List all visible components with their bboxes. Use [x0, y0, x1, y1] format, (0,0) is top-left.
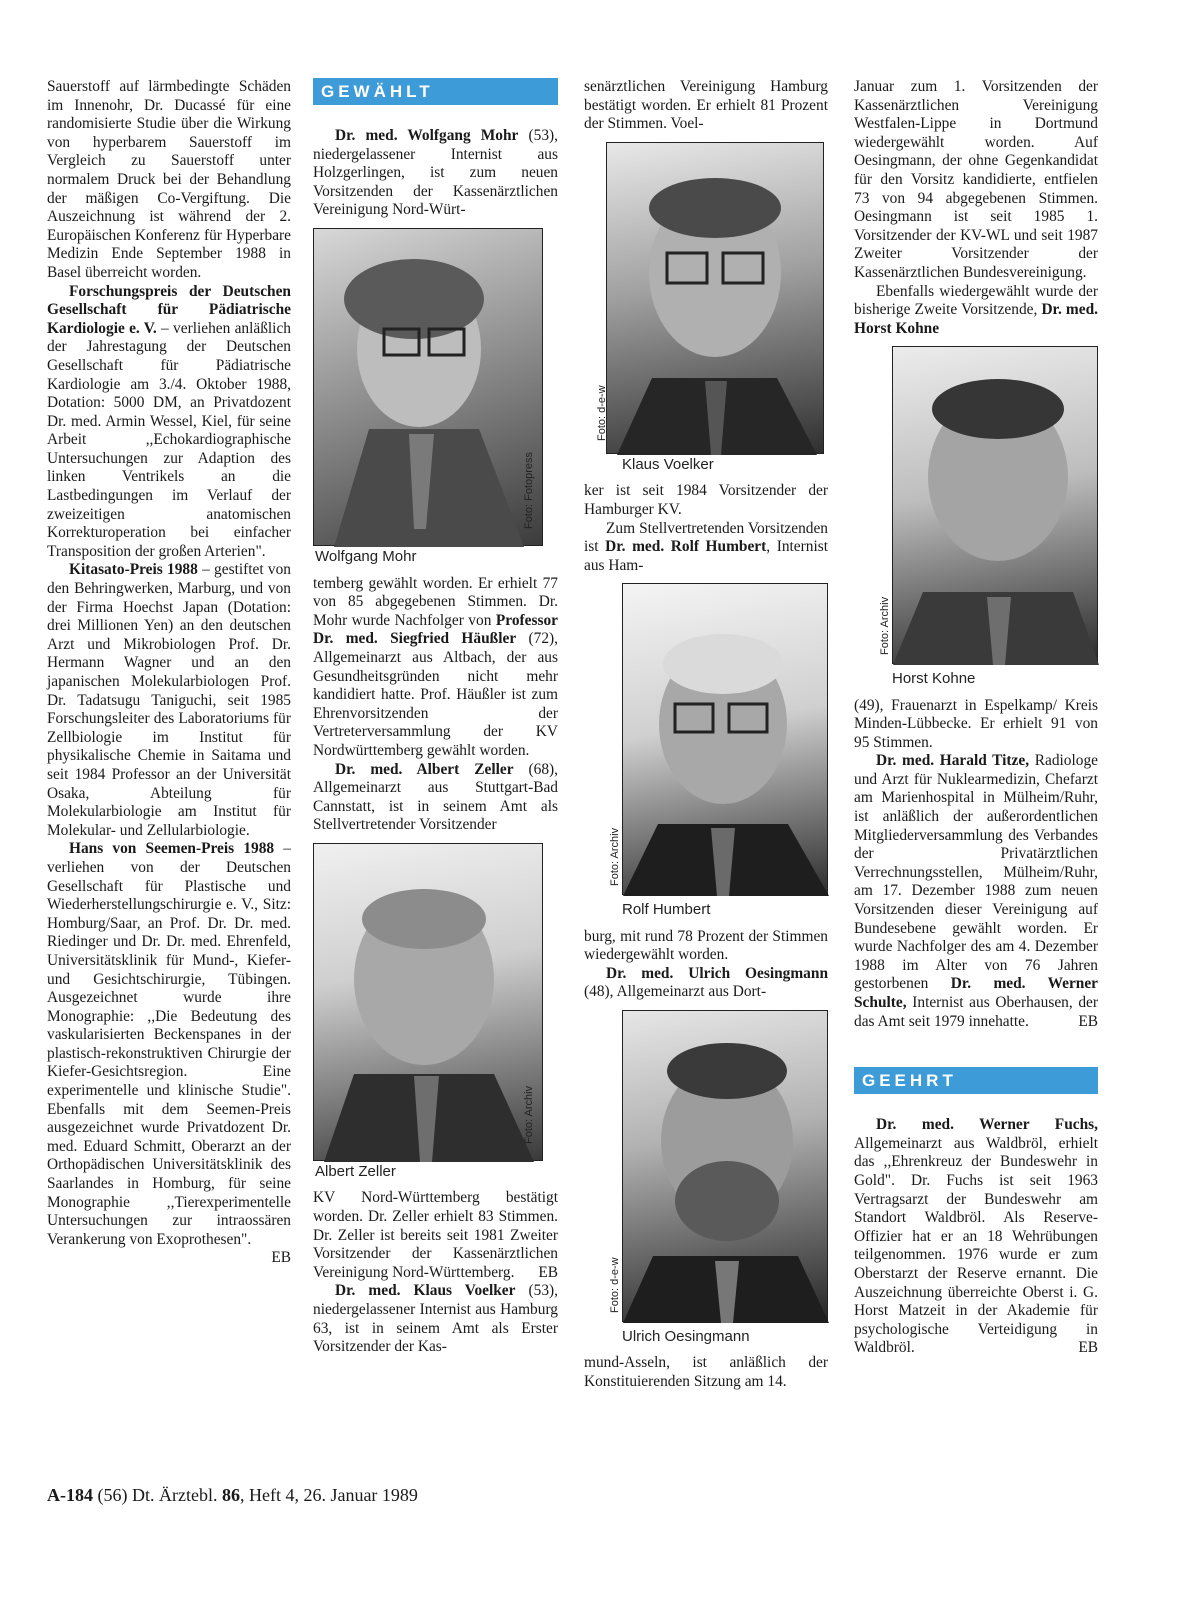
paragraph: senärztlichen Vereinigung Hamburg bestätigt worden. Er erhielt 81 Prozent der Stimmen. Voel- — [584, 78, 828, 133]
paragraph-text: – gestiftet von den Behringwerken, Marburg, und von der Firma Hoechst Japan (Dotation: drei Millionen Yen) an den deutschen Arzt und Mikrobiologen Prof. Dr. Hermann Wagner und an den japanischen Molekularbiologen Prof. Dr. Tadatsugu Taniguchi, seit 1985 Forschungsleiter des Laboratoriums für Zellbiologie im Institut für physikalische Chemie in Saitama und seit 1984 Professor an der Universität Osaka, Abteilung für Molekularbiologie am Institut für Molekular- und Zellularbiologie. — [47, 561, 291, 839]
person-name: Dr. med. Albert Zeller — [335, 760, 514, 778]
column-4 — [854, 78, 1098, 1358]
photo-credit: Foto: Archiv — [523, 1085, 535, 1144]
author-sign: EB — [1078, 1012, 1098, 1030]
portrait-image — [607, 143, 825, 455]
paragraph-text: – verliehen von der Deutschen Gesellschaft für Plastische und Wiederherstellungschirurgie e. V., Sitz: Homburg/Saar, an Prof. Dr. Dr. med. Riedinger und Dr. Dr. med. Ehrenfeld, Universitätsklinik für Mund-, Kiefer- und Gesichtschirurgie, Tübingen. Ausgezeichnet wurde ihre Monographie: ,,Die Bedeutung des vaskularisierten Beckenspanes in der plastisch-rekonstruktiven Chirurgie der Kiefer-Gesichtsregion. Eine experimentelle und klinische Studie". Ebenfalls mit dem Seemen-Preis ausgezeichnet wurde Privatdozent Dr. med. Eduard Schmitt, Oberarzt an der Orthopädischen Universitätsklinik des Saarlandes in Homburg, für seine Monographie ,,Tierexperimentelle Untersuchungen zur intraossären Verankerung von Exoprothesen". — [47, 840, 291, 1248]
photo-caption: Horst Kohne — [892, 669, 976, 687]
photo-credit: Foto: Fotopress — [523, 451, 535, 529]
paragraph — [584, 965, 828, 1002]
paragraph: mund-Asseln, ist anläßlich der Konstituierenden Sitzung am 14. — [584, 1354, 828, 1390]
paragraph — [854, 283, 1098, 339]
paragraph — [47, 561, 291, 840]
section-banner-geehrt: GEEHRT — [854, 1067, 1098, 1094]
paragraph — [313, 575, 558, 761]
portrait-image — [314, 229, 544, 547]
author-sign: EB — [1078, 1339, 1098, 1357]
paragraph-text: – verliehen anläßlich der Jahrestagung der Deutschen Gesellschaft für Pädiatrische Kardiologie am 3./4. Oktober 1988, Dotation: 5000 DM, an Privatdozent Dr. med. Armin Wessel, Kiel, für seine Arbeit ,,Echokardiographische Untersuchungen zur Adaption des linken Ventrikels an die Lastbedingungen im Verlauf der zweizeitigen anatomischen Korrekturoperation bei einfacher Transposition der großen Arterien". — [47, 319, 291, 560]
paragraph-text: , Internist aus Ham- — [584, 538, 828, 574]
paragraph-text: (72), Allgemeinarzt aus Altbach, der aus Gesundheitsgründen nicht mehr kandidiert hatte. Prof. Häußler ist zum Ehrenvorsitzenden der Vertreterversammlung der KV Nordwürttemberg gewählt worden. — [313, 630, 558, 759]
person-name: Dr. med. Werner Schulte, — [854, 975, 1098, 1011]
portrait-photo — [596, 142, 824, 454]
page-number: A-184 — [47, 1485, 93, 1505]
paragraph: Sauerstoff auf lärmbedingte Schäden im Innenohr, Dr. Ducassé für eine randomisierte Studie über die Wirkung von hyperbarem Sauerstoff im Vergleich zu Sauerstoff unter normalem Druck bei der Behandlung der mäßigen Co-Vergiftung. Die Auszeichnung ist während der 2. Europäischen Konferenz für Hyperbare Medizin Ende September 1988 in Basel überreicht worden. — [47, 78, 291, 281]
person-name: Dr. med. Ulrich Oesingmann — [606, 964, 828, 982]
paragraph-text: (48), Allgemeinarzt aus Dort- — [584, 983, 767, 1001]
paragraph — [47, 283, 291, 562]
photo-caption: Rolf Humbert — [622, 900, 711, 918]
portrait-photo — [313, 843, 543, 1161]
paragraph — [584, 520, 828, 576]
portrait-image — [623, 1011, 829, 1323]
portrait-image — [314, 844, 544, 1162]
photo-caption: Klaus Voelker — [622, 455, 714, 473]
paragraph-text: KV Nord-Württemberg bestätigt worden. Dr. Zeller erhielt 83 Stimmen. Dr. Zeller ist bereits seit 1981 Zweiter Vorsitzender der Kassenärztlichen Vereinigung Nord-Württemberg. — [313, 1189, 558, 1281]
author-sign: EB — [271, 1249, 291, 1267]
award-title: Forschungspreis der Deutschen Gesellschaft für Pädiatrische Kardiologie e. V. — [47, 282, 291, 337]
section-banner-gewaehlt: GEWÄHLT — [313, 78, 558, 105]
photo-caption: Wolfgang Mohr — [315, 547, 417, 565]
paragraph: Januar zum 1. Vorsitzenden der Kassenärztlichen Vereinigung Westfalen-Lippe in Dortmund wiedergewählt worden. Auf Oesingmann, der ohne Gegenkandidat für den Vorsitz kandidierte, entfielen 73 von 94 abgegebenen Stimmen. Oesingmann ist seit 1985 1. Vorsitzender der KV-WL und seit 1987 Zweiter Vorsitzender der Kassenärztlichen Bundesvereinigung. — [854, 78, 1098, 281]
paragraph — [313, 127, 558, 220]
award-title: Hans von Seemen-Preis 1988 — [69, 840, 275, 858]
portrait-photo — [892, 346, 1098, 664]
column-1 — [47, 78, 291, 1268]
author-sign: EB — [538, 1263, 558, 1281]
person-name: Dr. med. Rolf Humbert — [605, 538, 767, 556]
paragraph — [313, 1189, 558, 1282]
person-name: Dr. med. Werner Fuchs, — [876, 1116, 1098, 1134]
person-name: Dr. med. Klaus Voelker — [335, 1282, 516, 1300]
photo-caption: Albert Zeller — [315, 1162, 396, 1180]
portrait-image — [623, 584, 829, 896]
paragraph: burg, mit rund 78 Prozent der Stimmen wiedergewählt worden. — [584, 927, 828, 964]
paragraph-text: Allgemeinarzt aus Waldbröl, erhielt das ,,Ehrenkreuz der Bundeswehr in Gold". Dr. Fuchs ist seit 1963 Vertragsarzt der Bundeswehr am Standort Waldbröl. Als Reserve-Offizier hat er an 18 Wehrübungen teilgenommen. 1976 wurde er zum Oberstarzt der Reserve ernannt. Die Auszeichnung überreichte Oberst i. G. Horst Matzeit in der Akademie für psychologische Verteidigung in Waldbröl. — [854, 1134, 1098, 1357]
paragraph-text: temberg gewählt worden. Er erhielt 77 von 85 abgegebenen Stimmen. Dr. Mohr wurde Nachfolger von — [313, 574, 558, 629]
column-3 — [584, 78, 828, 1391]
paragraph-text: (68), Allgemeinarzt aus Stuttgart-Bad Cannstatt, ist in seinem Amt als Stellvertretender Vorsitzender — [313, 760, 559, 834]
photo-credit: Foto: Archiv — [879, 597, 891, 656]
paragraph-text: Internist aus Oberhausen, der das Amt seit 1979 innehatte. — [854, 994, 1098, 1030]
footer-text: (56) Dt. Ärztebl. — [93, 1485, 222, 1505]
portrait-image — [893, 347, 1099, 665]
portrait-photo — [313, 228, 543, 546]
paragraph — [313, 761, 558, 835]
paragraph — [47, 840, 291, 1267]
paragraph — [313, 1282, 558, 1356]
person-name: Dr. med. Horst Kohne — [854, 301, 1098, 337]
paragraph: ker ist seit 1984 Vorsitzender der Hamburger KV. — [584, 482, 828, 518]
person-name: Dr. med. Harald Titze, — [876, 752, 1030, 770]
photo-credit: Foto: Archiv — [609, 828, 621, 887]
paragraph-text: Radiologe und Arzt für Nuklearmedizin, Chefarzt am Marienhospital in Mülheim/Ruhr, ist anläßlich der außerordentlichen Mitgliederversammlung des Verbandes der Privatärztlichen Verrechnungsstellen, Mülheim/Ruhr, am 17. Dezember 1988 zum neuen Vorsitzenden dieser Vereinigung auf Bundesebene gewählt worden. Er wurde Nachfolger des am 4. Dezember 1988 im Alter von 76 Jahren gestorbenen — [854, 752, 1098, 993]
paragraph — [854, 1116, 1098, 1358]
page-footer — [47, 1485, 418, 1506]
column-2 — [313, 78, 558, 1357]
award-title: Kitasato-Preis 1988 — [69, 561, 198, 579]
paragraph-text: Zum Stellvertretenden Vorsitzenden ist — [584, 519, 828, 556]
paragraph-text: (53), niedergelassener Internist aus Holzgerlingen, ist zum neuen Vorsitzenden der Kassenärztlichen Vereinigung Nord-Würt- — [313, 127, 558, 219]
paragraph: (49), Frauenarzt in Espelkamp/ Kreis Minden-Lübbecke. Er erhielt 91 von 95 Stimmen. — [854, 696, 1098, 751]
photo-caption: Ulrich Oesingmann — [622, 1327, 750, 1345]
paragraph-text: (53), niedergelassener Internist aus Hamburg 63, ist in seinem Amt als Erster Vorsitzender der Kas- — [313, 1282, 559, 1356]
person-name: Dr. med. Wolfgang Mohr — [335, 127, 519, 144]
photo-credit: Foto: d-e-w — [596, 385, 608, 441]
footer-text: , Heft 4, 26. Januar 1989 — [239, 1485, 418, 1505]
portrait-photo — [622, 583, 828, 895]
photo-credit: Foto: d-e-w — [609, 1257, 621, 1313]
portrait-photo — [622, 1010, 828, 1322]
paragraph-text: Ebenfalls wiedergewählt wurde der bisherige Zweite Vorsitzende, — [854, 282, 1098, 319]
paragraph — [854, 752, 1098, 1031]
person-name: Professor Dr. med. Siegfried Häußler — [313, 611, 558, 648]
volume-number: 86 — [221, 1485, 240, 1505]
